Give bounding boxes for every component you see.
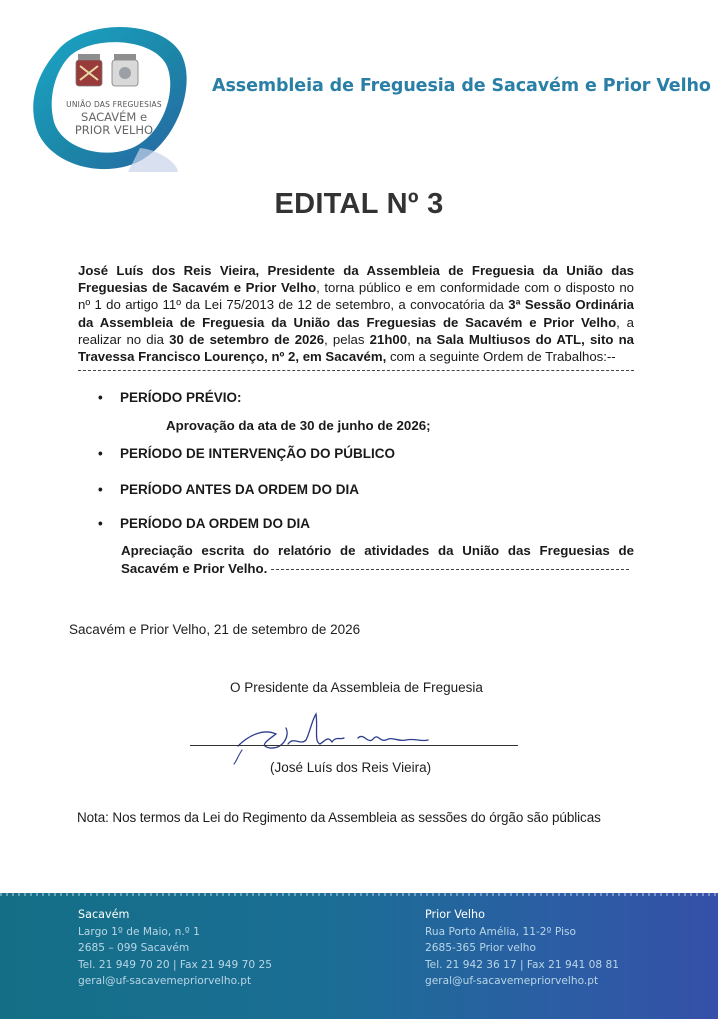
intro-paragraph [78, 262, 634, 365]
footer-office-name: Sacavém [78, 908, 130, 921]
footer-office-name: Prior Velho [425, 908, 485, 921]
agenda-item-label: PERÍODO PRÉVIO: [120, 390, 242, 405]
intro-text-5: com a seguinte Ordem de Trabalhos:-- [386, 349, 616, 365]
place-and-date: Sacavém e Prior Velho, 21 de setembro de 2026 [69, 622, 361, 637]
signer-title: O Presidente da Assembleia de Freguesia [230, 680, 483, 695]
footer-email: geral@uf-sacavemepriorvelho.pt [425, 975, 599, 988]
footer-address: Rua Porto Amélia, 11-2º Piso [425, 925, 577, 938]
footer-postal: 2685 – 099 Sacavém [78, 942, 190, 955]
footer-contact-sacavem [78, 907, 272, 990]
intro-date: 30 de setembro de 2026 [169, 331, 325, 347]
footer-email: geral@uf-sacavemepriorvelho.pt [78, 975, 252, 988]
logo-text-line3: PRIOR VELHO [74, 123, 154, 137]
footer-contact-prior-velho [425, 907, 619, 990]
intro-text-3: , pelas [324, 331, 370, 347]
dashed-divider [78, 370, 634, 371]
agenda-item-detail: Aprovação da ata de 30 de junho de 2026; [166, 418, 431, 433]
footer-address: Largo 1º de Maio, n.º 1 [78, 925, 200, 938]
agenda-item-label: PERÍODO DA ORDEM DO DIA [120, 516, 311, 531]
logo-text-line1: UNIÃO DAS FREGUESIAS [66, 100, 162, 109]
intro-text-2: , a realizar no dia [78, 314, 634, 347]
organization-title: Assembleia de Freguesia de Sacavém e Prior Velho [212, 76, 711, 96]
parish-logo [28, 22, 196, 172]
footer-dotted-border [0, 893, 718, 896]
logo-text-line2: SACAVÉM e [80, 110, 148, 124]
handwritten-signature [228, 706, 438, 766]
intro-president: José Luís dos Reis Vieira, Presidente da Assembleia de Freguesia da União das Freguesias de Sacavém e Prior Velho [78, 263, 634, 296]
footer-contacts [0, 893, 718, 1019]
intro-venue: na Sala Multiusos do ATL, sito na Travessa Francisco Lourenço, nº 2, em Sacavém, [78, 331, 634, 365]
intro-text-4: , [407, 331, 416, 347]
agenda-item-label: PERÍODO DE INTERVENÇÃO DO PÚBLICO [120, 446, 396, 461]
footnote: Nota: Nos termos da Lei do Regimento da Assembleia as sessões do órgão são públicas [77, 810, 601, 825]
agenda-item-detail [121, 542, 634, 578]
logo-ring-graphic [28, 22, 196, 172]
footer-phone: Tel. 21 942 36 17 | Fax 21 941 08 81 [425, 958, 619, 971]
intro-time: 21h00 [369, 331, 408, 347]
dashed-filler [271, 569, 629, 570]
agenda-item-label: PERÍODO ANTES DA ORDEM DO DIA [120, 482, 360, 497]
signature-line [190, 745, 518, 746]
signer-name: (José Luís dos Reis Vieira) [270, 760, 432, 775]
intro-text-1: , torna público e em conformidade com o disposto no nº 1 do artigo 11º da Lei 75/2013 de 12 de setembro, a convocatória da [78, 280, 634, 313]
agenda-item-detail-text: Apreciação escrita do relatório de atividades da União das Freguesias de Sacavém e Prior Velho. [121, 543, 634, 576]
footer-phone: Tel. 21 949 70 20 | Fax 21 949 70 25 [78, 958, 272, 971]
footer-postal: 2685-365 Prior velho [425, 942, 537, 955]
document-title: EDITAL Nº 3 [274, 188, 444, 220]
intro-session: 3ª Sessão Ordinária da Assembleia de Freguesia da União das Freguesias de Sacavém e Prior Velho [78, 297, 634, 330]
